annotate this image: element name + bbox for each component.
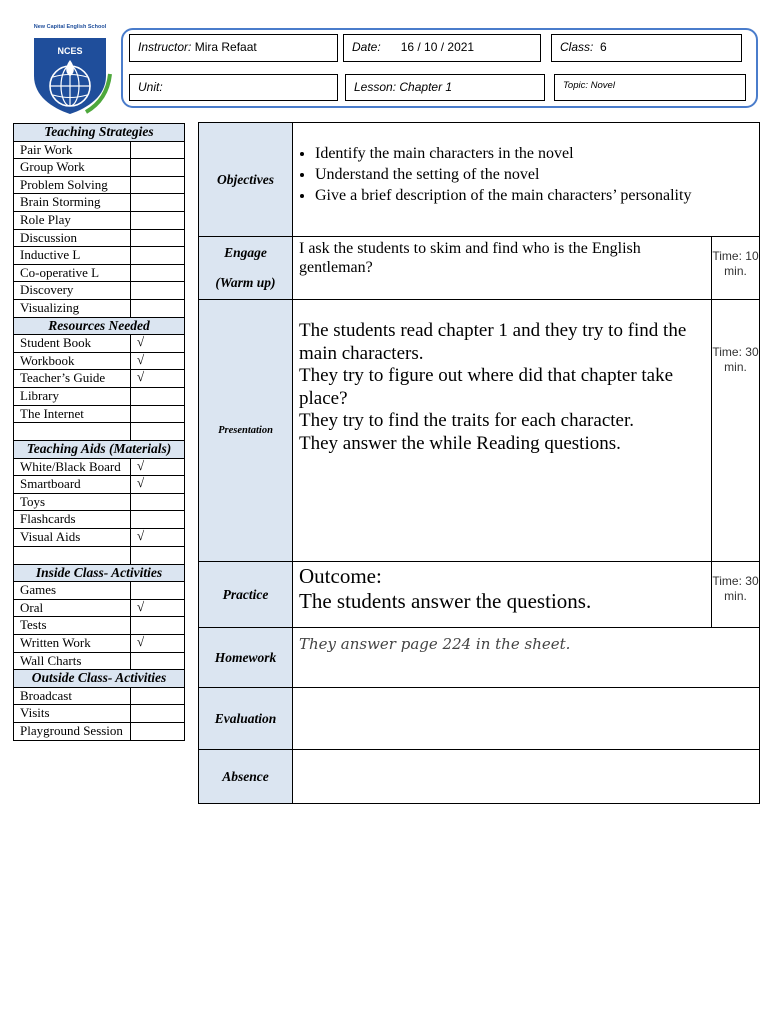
lesson-plan-table [198, 122, 760, 804]
checklist-row [14, 299, 185, 317]
evaluation-cell [293, 688, 760, 750]
checklist-label: Toys [14, 493, 131, 511]
checklist-label: Teacher’s Guide [14, 370, 131, 388]
checkmark-cell [131, 159, 185, 177]
checklist-row [14, 229, 185, 247]
checkmark-cell [131, 264, 185, 282]
checklist-label: Library [14, 387, 131, 405]
presentation-line: They try to figure out where did that chapter take place? [299, 365, 674, 409]
checklist-row [14, 705, 185, 723]
objective-item: • Understand the setting of the novel [315, 164, 755, 185]
checkmark-cell [131, 247, 185, 265]
checkmark-cell [131, 493, 185, 511]
homework-row [199, 628, 760, 688]
checkmark-cell [131, 687, 185, 705]
checklist-row [14, 687, 185, 705]
checklist-row [14, 370, 185, 388]
checklist-row [14, 582, 185, 600]
checklist-row [14, 511, 185, 529]
date-field: Date: 16 / 10 / 2021 [343, 34, 541, 62]
checklist-row [14, 652, 185, 670]
checkmark-cell [131, 282, 185, 300]
checklist-label: Broadcast [14, 687, 131, 705]
checklist-label: Co-operative L [14, 264, 131, 282]
presentation-label: Presentation [199, 300, 293, 562]
checkmark-cell [131, 423, 185, 441]
checkmark-cell [131, 211, 185, 229]
section-header: Outside Class- Activities [14, 670, 185, 688]
checklist-label: Inductive L [14, 247, 131, 265]
checklist-label [14, 423, 131, 441]
checklist-row [14, 211, 185, 229]
checklist-row [14, 546, 185, 564]
checklist-label: The Internet [14, 405, 131, 423]
checkmark-cell [131, 387, 185, 405]
checklist-row [14, 176, 185, 194]
school-name: New Capital English School [33, 24, 107, 30]
school-abbr: NCES [57, 46, 83, 56]
shield-globe-icon [28, 34, 112, 116]
checklist-label: Pair Work [14, 141, 131, 159]
checklist-label: Student Book [14, 335, 131, 353]
checklist-label: Brain Storming [14, 194, 131, 212]
checklist-row [14, 352, 185, 370]
checkmark-cell [131, 546, 185, 564]
checkmark-cell: √ [131, 529, 185, 547]
objectives-cell [293, 123, 760, 237]
checkmark-cell [131, 705, 185, 723]
checklist-row [14, 405, 185, 423]
checklist-row [14, 476, 185, 494]
checklist-row [14, 458, 185, 476]
presentation-line: They try to find the traits for each character. [299, 410, 634, 431]
instructor-field: Instructor: Mira Refaat [129, 34, 338, 62]
checklist-label: Visualizing [14, 299, 131, 317]
practice-label: Practice [199, 562, 293, 628]
checkmark-cell: √ [131, 352, 185, 370]
checkmark-cell [131, 511, 185, 529]
presentation-line: They answer the while Reading questions. [299, 432, 621, 454]
checklist-label: Group Work [14, 159, 131, 177]
checklist-row [14, 387, 185, 405]
checklist-label: Discovery [14, 282, 131, 300]
checklist-label: Problem Solving [14, 176, 131, 194]
engage-text: I ask the students to skim and find who is the English gentleman? [293, 237, 712, 300]
presentation-time: Time: 30 min. [712, 300, 760, 562]
class-field: Class: 6 [551, 34, 742, 62]
checkmark-cell [131, 582, 185, 600]
checklist-row [14, 723, 185, 741]
checklist-label: Tests [14, 617, 131, 635]
checklist-label: Discussion [14, 229, 131, 247]
checklist-row [14, 617, 185, 635]
checkmark-cell: √ [131, 635, 185, 653]
checkmark-cell [131, 194, 185, 212]
presentation-line: The students read chapter 1 and they try to find the main characters. [299, 320, 687, 364]
checklist-row [14, 141, 185, 159]
practice-row [199, 562, 760, 628]
checklist-row [14, 194, 185, 212]
evaluation-row [199, 688, 760, 750]
absence-label: Absence [199, 750, 293, 804]
checklist-label: Games [14, 582, 131, 600]
checklist-row [14, 493, 185, 511]
school-logo [24, 24, 116, 116]
engage-label: Engage (Warm up) [199, 237, 293, 300]
presentation-cell [293, 300, 712, 562]
objectives-label: Objectives [199, 123, 293, 237]
checkmark-cell [131, 229, 185, 247]
checklist-label: Smartboard [14, 476, 131, 494]
objective-item: • Give a brief description of the main characters’ personality [315, 185, 755, 206]
section-header: Teaching Strategies [14, 124, 185, 142]
checklist-row [14, 282, 185, 300]
practice-cell: Outcome: The students answer the questions. [293, 562, 712, 628]
checklist-row [14, 529, 185, 547]
objective-item: • Identify the main characters in the novel [315, 143, 755, 164]
checkmark-cell: √ [131, 599, 185, 617]
checkmark-cell [131, 299, 185, 317]
checklist-row [14, 599, 185, 617]
checkmark-cell [131, 723, 185, 741]
checklist-row [14, 247, 185, 265]
checkmark-cell [131, 405, 185, 423]
checkmark-cell: √ [131, 335, 185, 353]
checklist-label: Playground Session [14, 723, 131, 741]
lesson-field: Lesson: Chapter 1 [345, 74, 545, 101]
strategies-panel [13, 123, 185, 741]
checkmark-cell [131, 617, 185, 635]
checkmark-cell: √ [131, 370, 185, 388]
checklist-label: Visits [14, 705, 131, 723]
checklist-row [14, 635, 185, 653]
checkmark-cell [131, 176, 185, 194]
checklist-label: Written Work [14, 635, 131, 653]
checklist-label: Visual Aids [14, 529, 131, 547]
checklist-row [14, 159, 185, 177]
section-header: Teaching Aids (Materials) [14, 441, 185, 459]
checklist-label: Oral [14, 599, 131, 617]
absence-row [199, 750, 760, 804]
section-header: Inside Class- Activities [14, 564, 185, 582]
presentation-row [199, 300, 760, 562]
homework-text: They answer page 224 in the sheet. [293, 628, 760, 688]
checklist-label: Wall Charts [14, 652, 131, 670]
checkmark-cell [131, 141, 185, 159]
checklist-row [14, 335, 185, 353]
objectives-row [199, 123, 760, 237]
engage-time: Time: 10 min. [712, 237, 760, 300]
checklist-label: Flashcards [14, 511, 131, 529]
checklist-label: Role Play [14, 211, 131, 229]
checkmark-cell [131, 652, 185, 670]
checklist-label: White/Black Board [14, 458, 131, 476]
checkmark-cell: √ [131, 476, 185, 494]
practice-time: Time: 30 min. [712, 562, 760, 628]
engage-row [199, 237, 760, 300]
evaluation-label: Evaluation [199, 688, 293, 750]
homework-label: Homework [199, 628, 293, 688]
checklist-row [14, 264, 185, 282]
checklist-label [14, 546, 131, 564]
unit-field: Unit: [129, 74, 338, 101]
checklist-row [14, 423, 185, 441]
checkmark-cell: √ [131, 458, 185, 476]
topic-field: Topic: Novel [554, 74, 746, 101]
section-header: Resources Needed [14, 317, 185, 335]
checklist-label: Workbook [14, 352, 131, 370]
absence-cell [293, 750, 760, 804]
